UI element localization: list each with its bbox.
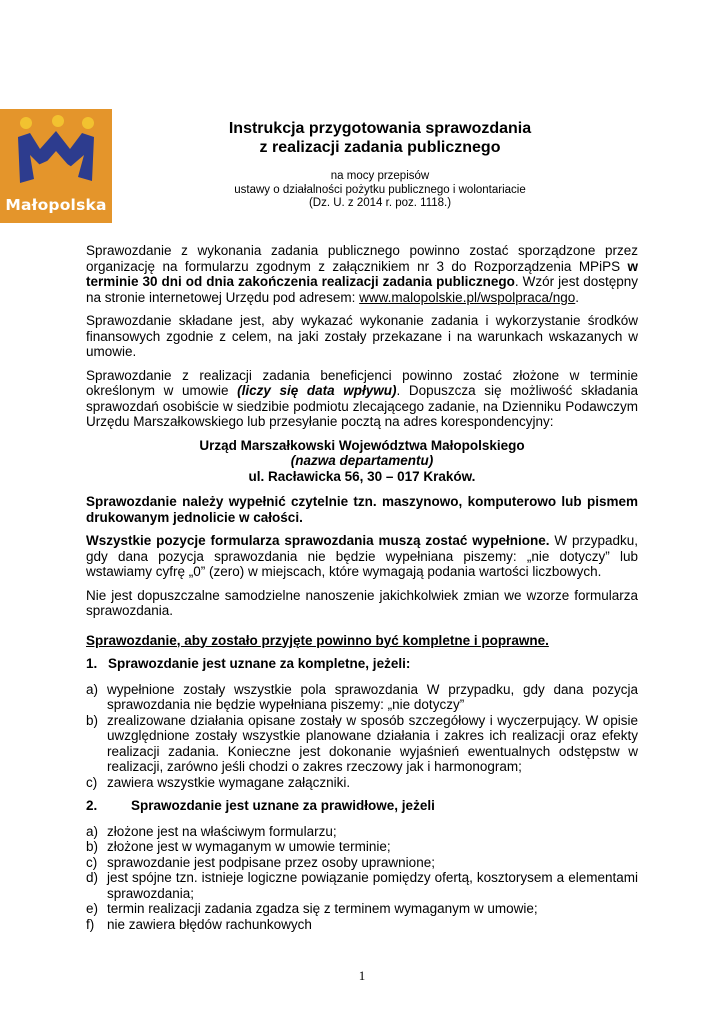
deadline-bold: w terminie 30 dni od dnia zakończenia realizacji zadania publicznego (86, 258, 638, 289)
section-heading: Sprawozdanie, aby zostało przyjęte powinno być kompletne i poprawne. (86, 632, 549, 648)
completeness-heading: 1. Sprawozdanie jest uznane za kompletne, jeżeli: (86, 656, 411, 671)
correspondence-address (86, 438, 638, 485)
receipt-date-note: (liczy się data wpływu) (237, 383, 397, 398)
subtitle-line-1: na mocy przepisów (330, 170, 430, 182)
list-item: b) złożone jest w wymaganym w umowie terminie; (86, 839, 391, 854)
list-item: f) nie zawiera błędów rachunkowych (86, 916, 312, 932)
paragraph-purpose: Sprawozdanie składane jest, aby wykazać wykonanie zadania i wykorzystanie środków finansowych zgodnie z celem, na jaki zostały przekazane i na warunkach wskazanych w umowie. (86, 313, 638, 359)
logo-text: Małopolska (5, 196, 107, 214)
paragraph-no-changes: Nie jest dopuszczalne samodzielne nanoszenie jakichkolwiek zmian we wzorze formularza sprawozdania. (86, 587, 638, 618)
document-body (86, 243, 638, 940)
list-item: a) wypełnione zostały wszystkie pola sprawozdania W przypadku, gdy dana pozycja sprawozdania nie będzie wypełniana piszemy: „nie dotyczy” (86, 681, 638, 712)
malopolska-logo (0, 109, 112, 223)
list-item: b) zrealizowane działania opisane zostały w sposób szczegółowy i wyczerpujący. W opisie uwzględnione zostały wszystkie planowane działania i zakres ich realizacji oraz efekty realizacji zadania. Konieczne jest dokonanie wyjaśnień ewentualnych odstępstw w realizacji, zarówno jeśli chodzi o zakres rzeczowy jak i harmonogram; (86, 712, 638, 774)
list-item: d) jest spójne tzn. istnieje logiczne powiązanie pomiędzy ofertą, kosztorysem a elementami sprawozdania; (86, 870, 638, 901)
list-item: c) zawiera wszystkie wymagane załączniki. (86, 774, 351, 790)
list-item: a) złożone jest na właściwym formularzu; (86, 823, 337, 839)
completeness-list (86, 682, 638, 791)
subtitle-line-2: ustawy o działalności pożytku publicznego i wolontariacie (234, 183, 526, 196)
list-item: c) sprawozdanie jest podpisane przez osoby uprawnione; (86, 854, 435, 870)
address-line-1: Urząd Marszałkowski Województwa Małopolskiego (199, 437, 525, 453)
title-line-2: z realizacji zadania publicznego (259, 139, 501, 156)
paragraph-legibility: Sprawozdanie należy wypełnić czytelnie tzn. maszynowo, komputerowo lub pismem drukowanym jednolicie w całości. (86, 494, 638, 525)
correctness-heading: 2. Sprawozdanie jest uznane za prawidłowe, jeżeli (86, 798, 435, 813)
paragraph-submission: Sprawozdanie z realizacji zadania beneficjenci powinno zostać złożone w terminie określonym w umowie (liczy się data wpływu). Dopuszcza się możliwość składania sprawozdań osobiście w siedzibie podmiotu zlecającego zadanie, na Dzienniku Podawczym Urzędu Marszałkowskiego lub przesyłanie pocztą na adres korespondencyjny: (86, 367, 639, 429)
paragraph-deadline: Sprawozdanie z wykonania zadania publicznego powinno zostać sporządzone przez organizację na formularzu zgodnym z załącznikiem nr 3 do Rozporządzenia MPiPS w terminie 30 dni od dnia zakończenia realizacji zadania publicznego. Wzór jest dostępny na stronie internetowej Urzędu pod adresem: www.malopolskie.pl/wspolpraca/ngo. (86, 243, 638, 305)
subtitle-line-3: (Dz. U. z 2014 r. poz. 1118.) (308, 197, 452, 209)
list-item: e) termin realizacji zadania zgadza się z terminem wymaganym w umowie; (86, 901, 538, 916)
page-title (180, 119, 580, 157)
malopolska-emblem-icon (0, 109, 112, 199)
title-line-1: Instrukcja przygotowania sprawozdania (228, 120, 532, 137)
paragraph-fill-all: Wszystkie pozycje formularza sprawozdania muszą zostać wypełnione. W przypadku, gdy dana pozycja sprawozdania nie będzie wypełniana piszemy: „nie dotyczy” lub wstawiamy cyfrę „0” (zero) w miejscach, które wymagają podania wartości liczbowych. (86, 533, 639, 579)
legal-basis (200, 170, 560, 211)
correctness-list (86, 824, 638, 933)
address-line-2: (nazwa departamentu) (290, 453, 434, 468)
address-line-3: ul. Racławicka 56, 30 – 017 Kraków. (248, 468, 476, 484)
page-number: 1 (358, 968, 366, 983)
form-link[interactable]: www.malopolskie.pl/wspolpraca/ngo (359, 289, 576, 305)
